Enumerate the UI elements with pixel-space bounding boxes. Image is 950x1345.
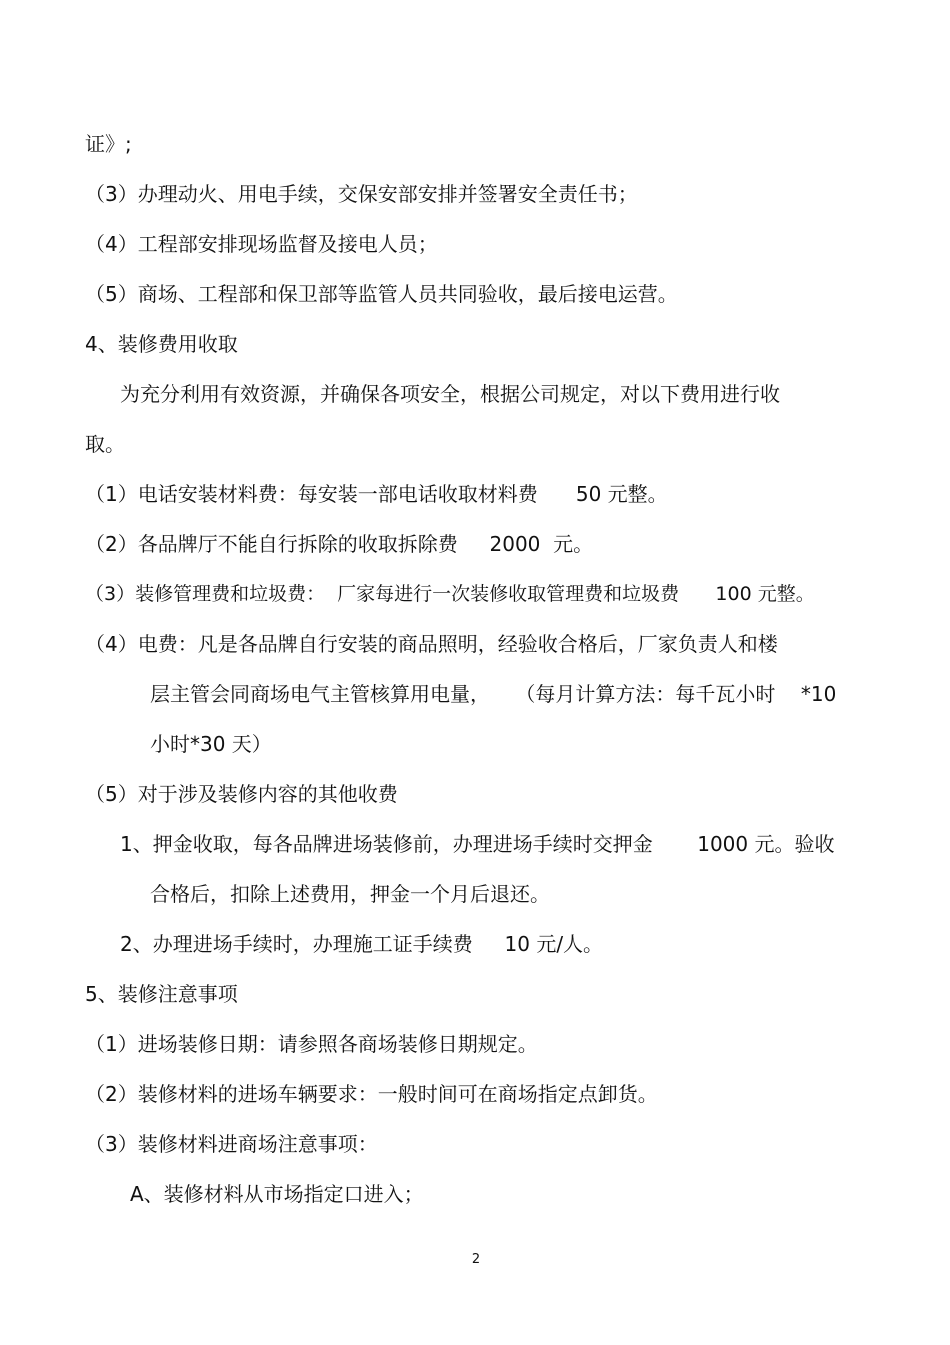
text-line: 为充分利用有效资源，并确保各项安全，根据公司规定，对以下费用进行收: [120, 382, 780, 406]
section-heading: 4、装修费用收取: [85, 332, 238, 356]
text-line: （3）办理动火、用电手续，交保安部安排并签署安全责任书；: [85, 182, 638, 206]
text-line: A、装修材料从市场指定口进入；: [130, 1182, 424, 1206]
page-number: 2: [471, 1252, 481, 1267]
text-line: 取。: [85, 432, 125, 456]
text-line: （4）工程部安排现场监督及接电人员；: [85, 232, 438, 256]
text-line: （5）对于涉及装修内容的其他收费: [85, 782, 398, 806]
text-line: （3）装修材料进商场注意事项：: [85, 1132, 378, 1156]
text-line: （4）电费：凡是各品牌自行安装的商品照明，经验收合格后，厂家负责人和楼: [85, 632, 778, 656]
text-line: （2）装修材料的进场车辆要求：一般时间可在商场指定点卸货。: [85, 1082, 658, 1106]
section-heading: 5、装修注意事项: [85, 982, 238, 1006]
text-line: 1、押金收取，每各品牌进场装修前，办理进场手续时交押金 1000 元。验收: [120, 832, 835, 856]
text-line: （3）装修管理费和垃圾费： 厂家每进行一次装修收取管理费和垃圾费 100 元整。: [85, 583, 815, 605]
text-line: 2、办理进场手续时，办理施工证手续费 10 元/人。: [120, 932, 604, 956]
text-line: 证》;: [85, 132, 132, 156]
text-line: （1）进场装修日期：请参照各商场装修日期规定。: [85, 1032, 538, 1056]
text-line: 小时*30 天）: [150, 732, 272, 756]
text-line: 合格后，扣除上述费用，押金一个月后退还。: [150, 882, 550, 906]
text-line: 层主管会同商场电气主管核算用电量， （每月计算方法：每千瓦小时 *10: [150, 682, 837, 706]
text-line: （5）商场、工程部和保卫部等监管人员共同验收，最后接电运营。: [85, 282, 678, 306]
text-line: （1）电话安装材料费：每安装一部电话收取材料费 50 元整。: [85, 482, 668, 506]
text-line: （2）各品牌厅不能自行拆除的收取拆除费 2000 元。: [85, 532, 594, 556]
